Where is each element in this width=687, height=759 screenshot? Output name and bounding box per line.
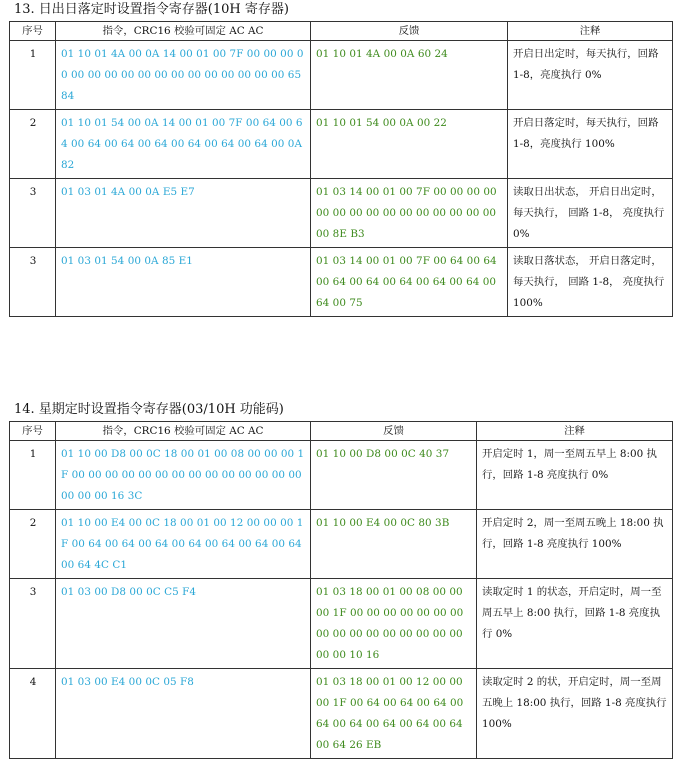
- response-cell: 01 10 00 E4 00 0C 80 3B: [311, 510, 477, 579]
- table-row: [10, 669, 673, 759]
- response-cell: 01 03 14 00 01 00 7F 00 00 00 00 00 00 00 00 00 00 00 00 00 00 00 00 8E B3: [311, 179, 508, 248]
- row-index: 2: [10, 510, 56, 579]
- response-cell: 01 10 01 4A 00 0A 60 24: [311, 41, 508, 110]
- response-cell: 01 03 14 00 01 00 7F 00 64 00 64 00 64 00 64 00 64 00 64 00 64 00 64 00 75: [311, 248, 508, 317]
- header-note: 注释: [508, 22, 673, 41]
- table-row: [10, 179, 673, 248]
- sunrise-sunset-command-table: [9, 21, 673, 317]
- note-cell: 读取定时 2 的状，开启定时，周一至周五晚上 18:00 执行，回路 1-8 亮度执行 100%: [477, 669, 673, 759]
- header-response: 反馈: [311, 22, 508, 41]
- row-index: 2: [10, 110, 56, 179]
- section-14-title: 14. 星期定时设置指令寄存器(03/10H 功能码): [14, 402, 284, 417]
- table-row: [10, 510, 673, 579]
- table-row: [10, 110, 673, 179]
- note-cell: 读取定时 1 的状态，开启定时，周一至周五早上 8:00 执行，回路 1-8 亮度执行 0%: [477, 579, 673, 669]
- note-cell: 开启定时 1，周一至周五早上 8:00 执行，回路 1-8 亮度执行 0%: [477, 441, 673, 510]
- header-command: 指令，CRC16 校验可固定 AC AC: [56, 422, 311, 441]
- header-note: 注释: [477, 422, 673, 441]
- note-cell: 开启日出定时，每天执行，回路 1-8，亮度执行 0%: [508, 41, 673, 110]
- section-13-title: 13. 日出日落定时设置指令寄存器(10H 寄存器): [14, 2, 289, 17]
- command-cell: 01 10 01 54 00 0A 14 00 01 00 7F 00 64 00 64 00 64 00 64 00 64 00 64 00 64 00 64 00 0A 82: [56, 110, 311, 179]
- row-index: 1: [10, 41, 56, 110]
- row-index: 1: [10, 441, 56, 510]
- row-index: 4: [10, 669, 56, 759]
- header-response: 反馈: [311, 422, 477, 441]
- response-cell: 01 10 00 D8 00 0C 40 37: [311, 441, 477, 510]
- note-cell: 开启定时 2，周一至周五晚上 18:00 执行，回路 1-8 亮度执行 100%: [477, 510, 673, 579]
- weekly-timer-command-table: [9, 421, 673, 759]
- command-cell: 01 03 01 54 00 0A 85 E1: [56, 248, 311, 317]
- table-row: [10, 441, 673, 510]
- row-index: 3: [10, 579, 56, 669]
- command-cell: 01 03 01 4A 00 0A E5 E7: [56, 179, 311, 248]
- note-cell: 读取日落状态， 开启日落定时，每天执行， 回路 1-8， 亮度执行 100%: [508, 248, 673, 317]
- command-cell: 01 03 00 E4 00 0C 05 F8: [56, 669, 311, 759]
- command-cell: 01 10 00 E4 00 0C 18 00 01 00 12 00 00 00 1F 00 64 00 64 00 64 00 64 00 64 00 64 00 64 00 64 4C C1: [56, 510, 311, 579]
- table-header-row: [10, 422, 673, 441]
- response-cell: 01 03 18 00 01 00 12 00 00 00 1F 00 64 00 64 00 64 00 64 00 64 00 64 00 64 00 64 00 64 26 EB: [311, 669, 477, 759]
- table-header-row: [10, 22, 673, 41]
- response-cell: 01 03 18 00 01 00 08 00 00 00 1F 00 00 00 00 00 00 00 00 00 00 00 00 00 00 00 00 00 00 10 16: [311, 579, 477, 669]
- row-index: 3: [10, 179, 56, 248]
- header-command: 指令，CRC16 校验可固定 AC AC: [56, 22, 311, 41]
- table-row: [10, 248, 673, 317]
- command-cell: 01 03 00 D8 00 0C C5 F4: [56, 579, 311, 669]
- note-cell: 读取日出状态， 开启日出定时，每天执行， 回路 1-8， 亮度执行 0%: [508, 179, 673, 248]
- command-cell: 01 10 00 D8 00 0C 18 00 01 00 08 00 00 00 1F 00 00 00 00 00 00 00 00 00 00 00 00 00 00 00 00 00 16 3C: [56, 441, 311, 510]
- command-cell: 01 10 01 4A 00 0A 14 00 01 00 7F 00 00 00 00 00 00 00 00 00 00 00 00 00 00 00 00 00 65 84: [56, 41, 311, 110]
- table-row: [10, 579, 673, 669]
- header-index: 序号: [10, 422, 56, 441]
- note-cell: 开启日落定时，每天执行，回路 1-8，亮度执行 100%: [508, 110, 673, 179]
- header-index: 序号: [10, 22, 56, 41]
- response-cell: 01 10 01 54 00 0A 00 22: [311, 110, 508, 179]
- table-row: [10, 41, 673, 110]
- row-index: 3: [10, 248, 56, 317]
